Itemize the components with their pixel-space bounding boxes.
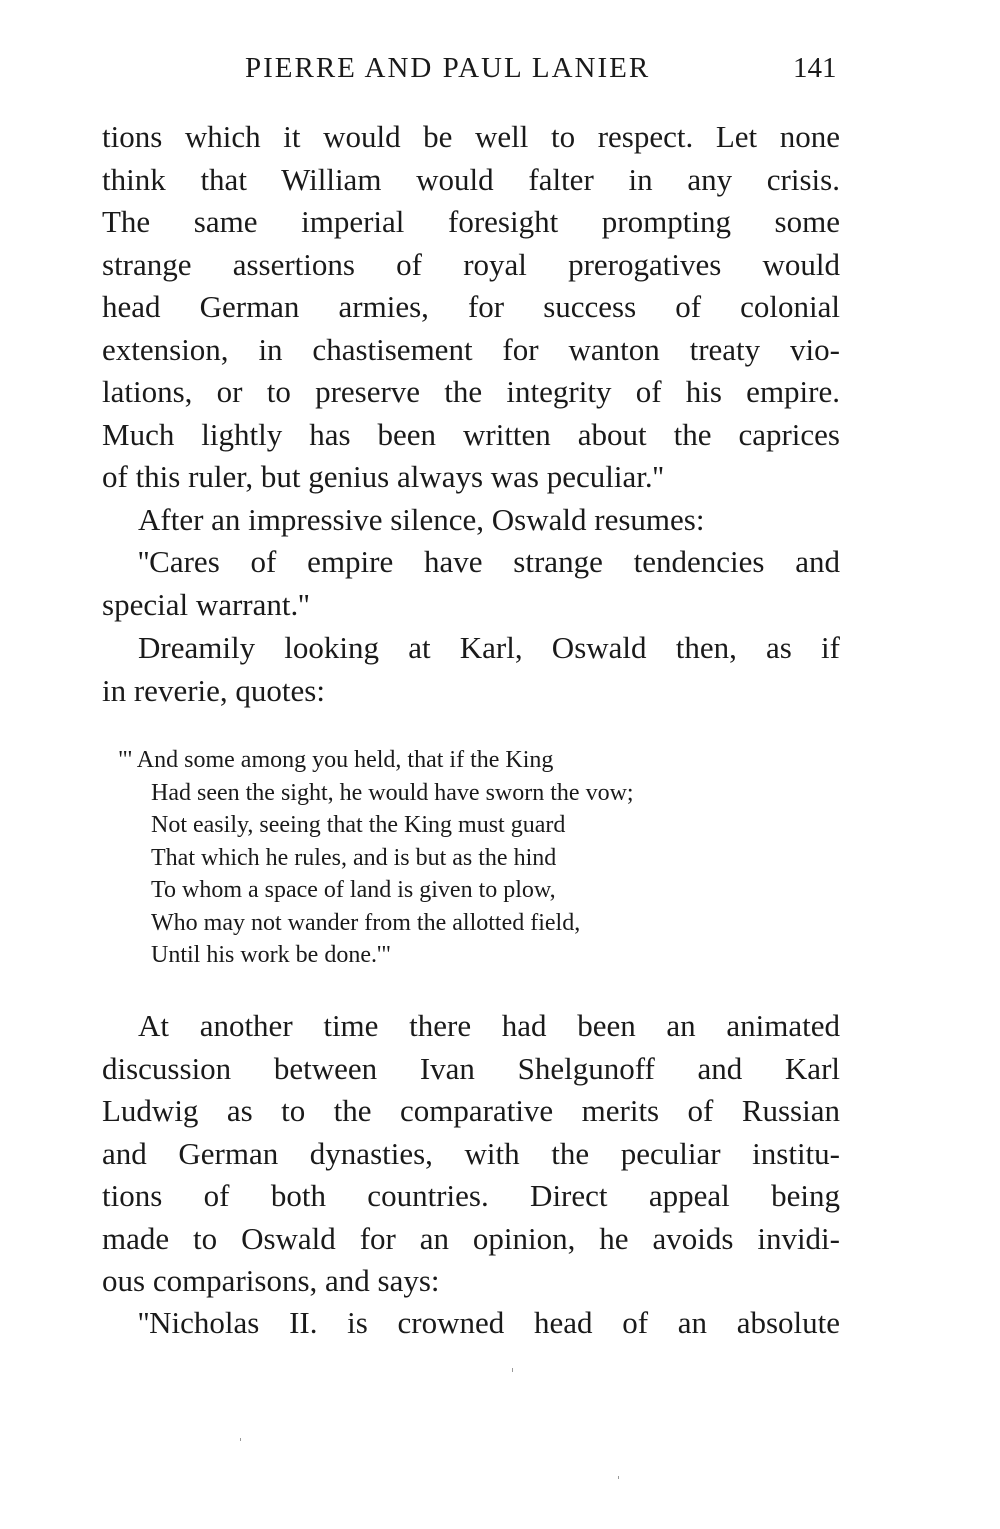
page-number: 141 — [793, 52, 837, 84]
text-line: The same imperial foresight prompting some — [102, 204, 840, 239]
paragraph-nicholas — [102, 1302, 840, 1345]
scan-speck — [618, 1476, 619, 1479]
text-line: strange assertions of royal prerogatives would — [102, 246, 840, 282]
verse-line: Who may not wander from the allotted field, — [151, 909, 581, 936]
paragraph-william — [102, 116, 840, 499]
text-line: ous comparisons, and says: — [102, 1263, 440, 1298]
text-line: After an impressive silence, Oswald resumes: — [138, 502, 705, 537]
text-line: extension, in chastisement for wanton treaty vio- — [102, 331, 840, 367]
verse-line: To whom a space of land is given to plow, — [151, 877, 556, 903]
verse-line: Not easily, seeing that the King must guard — [151, 812, 566, 838]
text-line: head German armies, for success of colonial — [102, 289, 840, 324]
verse-quotation — [118, 744, 634, 972]
text-line: think that William would falter in any crisis. — [102, 161, 840, 197]
paragraph-silence — [102, 499, 840, 542]
text-line: special warrant.'' — [102, 586, 310, 622]
scan-speck — [240, 1438, 241, 1441]
paragraph-discussion — [102, 1005, 840, 1303]
text-line: ''Cares of empire have strange tendencies and — [138, 544, 840, 579]
text-line: and German dynasties, with the peculiar institu- — [102, 1135, 840, 1171]
text-line: tions of both countries. Direct appeal being — [102, 1178, 840, 1213]
text-line: lations, or to preserve the integrity of his empire. — [102, 374, 840, 409]
text-line: discussion between Ivan Shelgunoff and Karl — [102, 1050, 840, 1086]
text-line: Dreamily looking at Karl, Oswald then, as if — [138, 630, 840, 665]
verse-line: Until his work be done.'" — [151, 942, 392, 968]
paragraph-cares-of-empire — [102, 541, 840, 626]
verse-line: Had seen the sight, he would have sworn the vow; — [151, 779, 634, 806]
verse-line: That which he rules, and is but as the hind — [151, 844, 557, 871]
text-line: ''Nicholas II. is crowned head of an absolute — [138, 1305, 840, 1340]
text-line: At another time there had been an animated — [138, 1008, 840, 1043]
scan-speck — [512, 1368, 513, 1372]
verse-line: "' And some among you held, that if the King — [118, 747, 554, 773]
text-line: of this ruler, but genius always was peculiar.'' — [102, 459, 664, 494]
running-header — [0, 52, 1000, 96]
running-title: PIERRE AND PAUL LANIER — [245, 52, 651, 84]
text-line: in reverie, quotes: — [102, 672, 325, 708]
text-line: Much lightly has been written about the caprices — [102, 416, 840, 452]
text-line: Ludwig as to the comparative merits of Russian — [102, 1093, 840, 1128]
paragraph-reverie — [102, 627, 840, 712]
text-line: tions which it would be well to respect. Let none — [102, 119, 840, 154]
text-line: made to Oswald for an opinion, he avoids invidi- — [102, 1220, 840, 1256]
